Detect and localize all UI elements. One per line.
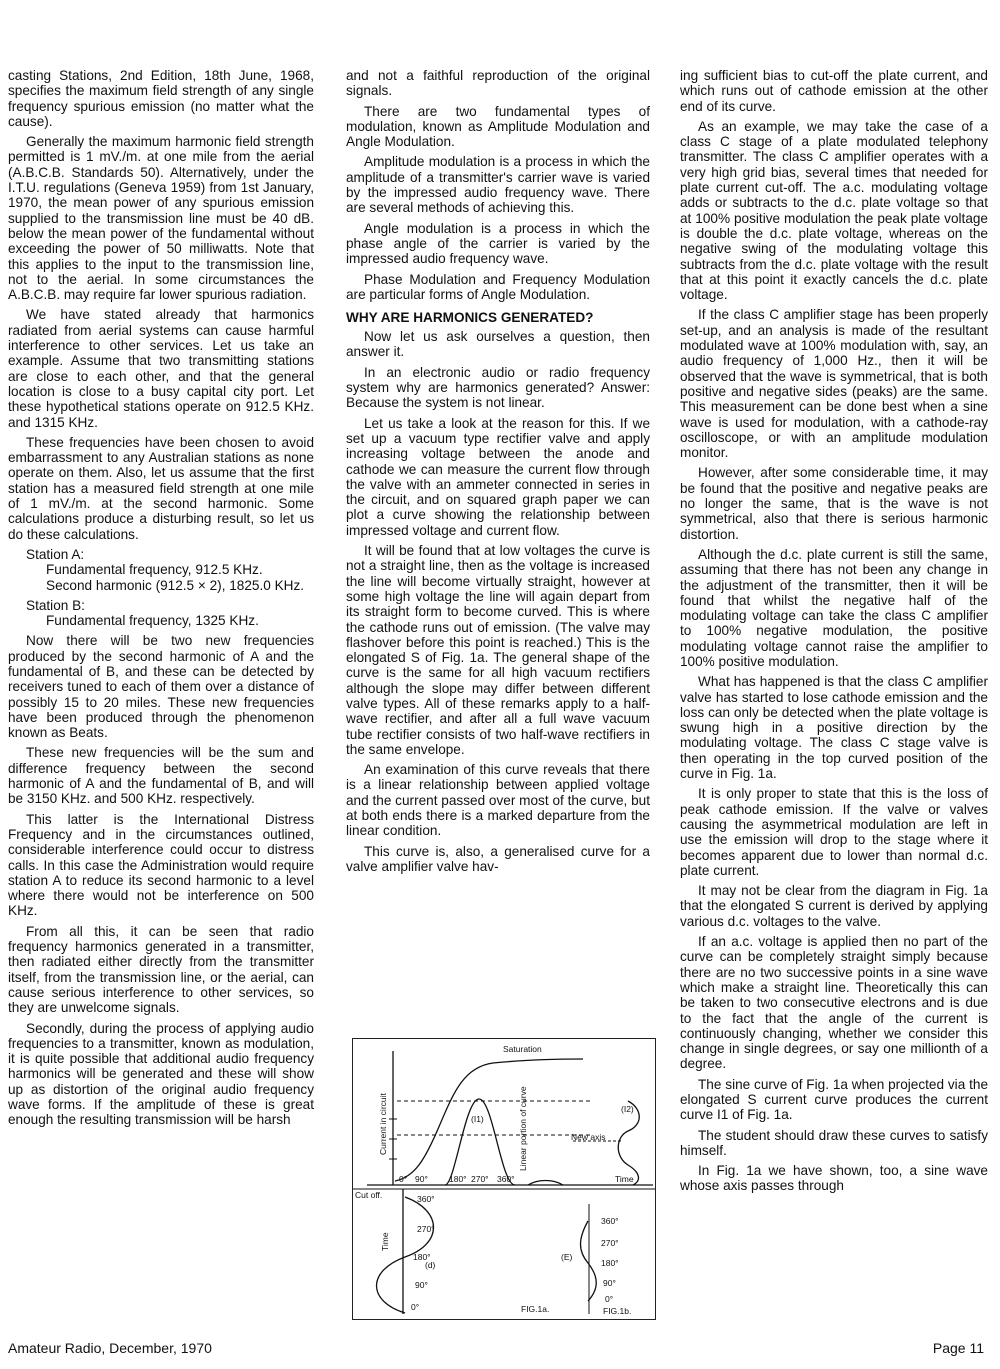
paragraph: casting Stations, 2nd Edition, 18th June, 1968, specifies the maximum field strength of any single frequency spurious emission (no matter what the cause).	[8, 68, 314, 129]
station-a-line-2: Second harmonic (912.5 × 2), 1825.0 KHz.	[46, 577, 305, 593]
station-b-heading: Station B:	[26, 597, 85, 613]
rtick-90: 90°	[603, 1278, 616, 1288]
s-curve	[395, 1059, 583, 1181]
current-curve-i1	[445, 1099, 515, 1185]
section-heading: WHY ARE HARMONICS GENERATED?	[346, 310, 594, 326]
paragraph: This latter is the International Distress Frequency and in the circumstances outlined, considerable interference could occur to distress calls. In this case the Administration would require station A to reduce its second harmonic to a level where there would not be interference on 500 KHz.	[8, 811, 314, 919]
column-1	[8, 68, 314, 1133]
paragraph: It may not be clear from the diagram in Fig. 1a that the elongated S current is derived by applying various d.c. voltages to the valve.	[680, 883, 988, 929]
paragraph: The student should draw these curves to satisfy himself.	[680, 1127, 988, 1158]
paragraph: An examination of this curve reveals that there is a linear relationship between applied voltage and the current passed over most of the curve, but at both ends there is a marked departure from the linear condition.	[346, 762, 650, 839]
i1-label: (I1)	[471, 1114, 484, 1124]
tick-360: 360°	[497, 1174, 515, 1184]
rtick-180: 180°	[601, 1258, 619, 1268]
time-vertical-label: Time	[380, 1232, 390, 1251]
paragraph: What has happened is that the class C amplifier valve has started to lose cathode emission and the loss can only be detected when the plate voltage is swung high in a positive direction by the modulating voltage. The class C stage valve is then operating in the top curved position of the curve in Fig. 1a.	[680, 674, 988, 782]
paragraph: We have stated already that harmonics radiated from aerial systems can cause harmful interference to other services. Let us take an example. Assume that two transmitting stations are close to each other, and that the general location is close to a busy capital city port. Let these hypothetical stations operate on 912.5 KHz. and 1315 KHz.	[8, 307, 314, 430]
footer-page-number: Page 11	[932, 1340, 984, 1356]
paragraph: If the class C amplifier stage has been properly set-up, and an analysis is made of the resultant modulated wave at 100% modulation with, say, an audio frequency of 1,000 Hz., then it will be observed that the wave is symmetrical, that is both positive and negative sides (peaks) are the same. This measurement can be done best when a sine wave is used for modulation, with a cathode-ray oscilloscope, or with an amplitude modulation monitor.	[680, 307, 988, 461]
paragraph: In an electronic audio or radio frequency system why are harmonics generated? Answer: Because the system is not linear.	[346, 364, 650, 411]
paragraph: and not a faithful reproduction of the original signals.	[346, 68, 650, 99]
i2-label: (I2)	[621, 1104, 634, 1114]
time-axis-wave	[528, 1181, 563, 1186]
paragraph: Phase Modulation and Frequency Modulation are particular forms of Angle Modulation.	[346, 271, 650, 302]
tick-270: 270°	[471, 1174, 489, 1184]
e-label: (E)	[561, 1252, 573, 1262]
rtick-0: 0°	[605, 1294, 614, 1304]
station-a-heading: Station A:	[26, 546, 85, 562]
paragraph: Angle modulation is a process in which the phase angle of the carrier is varied by the impressed audio frequency wave.	[346, 220, 650, 267]
column-2	[346, 68, 650, 879]
paragraph: Now let us ask ourselves a question, then answer it.	[346, 329, 650, 360]
paragraph: In Fig. 1a we have shown, too, a sine wave whose axis passes through	[680, 1163, 988, 1194]
paragraph: If an a.c. voltage is applied then no part of the curve can be completely straight simply because there are no two successive points in a sine wave which make a straight line. Theoretically this can be taken to two consecutive electrons and is due to the fact that the angle of the current is continuously changing, whether we consider this change in single degrees, or say one millionth of a degree.	[680, 934, 988, 1072]
paragraph: It will be found that at low voltages the curve is not a straight line, then as the voltage is increased the line will become virtually straight, however at some high voltage the line will again depart from its straight form to become curved. This is where the cathode runs out of emission. (The valve may flashover before this point is reached.) This is the elongated S of Fig. 1a. The general shape of the curve is the same for all high vacuum rectifiers although the slope may differ between different valve types. All of these remarks apply to a half-wave rectifier, and after all a full wave vacuum tube rectifier consists of two half-wave rectifiers in the same envelope.	[346, 543, 650, 757]
figure-1	[352, 1038, 656, 1320]
tick-0: 0°	[399, 1174, 408, 1184]
paragraph: Amplitude modulation is a process in which the amplitude of a transmitter's carrier wave is varied by the impressed audio frequency wave. There are several methods of achieving this.	[346, 154, 650, 216]
vtick-270: 270°	[417, 1224, 435, 1234]
time-label: Time	[615, 1174, 634, 1184]
station-b-line-1: Fundamental frequency, 1325 KHz.	[46, 613, 259, 629]
current-axis-label: Current in circuit	[378, 1093, 388, 1155]
rtick-360: 360°	[601, 1216, 619, 1226]
paragraph: As an example, we may take the case of a class C stage of a plate modulated telephony transmitter. The class C amplifier operates with a very high grid bias, several times that needed for plate current cut-off. The a.c. modulating voltage adds or subtracts to the d.c. plate voltage so that at 100% positive modulation the peak plate voltage is double the d.c. plate voltage, whereas on the negative swing of the modulating voltage this subtracts from the d.c. plate voltage with the result that at this point it exactly cancels the d.c. plate voltage.	[680, 118, 988, 303]
paragraph: Generally the maximum harmonic field strength permitted is 1 mV./m. at one mile from the aerial (A.B.C.B. Standards 50). Alternatively, under the I.T.U. regulations (Geneva 1959) from 1st January, 1970, the mean power of any spurious emission supplied to the transmission line must be 40 dB. below the mean power of the fundamental without exceeding the power of 50 milliwatts. Note that this applies to the input to the transmission line, not to the aerial. In some circumstances the A.B.C.B. may require far lower spurious radiation.	[8, 134, 314, 303]
linear-portion-label: Linear portion of curve	[518, 1086, 528, 1171]
paragraph: These new frequencies will be the sum and difference frequency between the second harmonic of A and the fundamental of B, and will be 3150 KHz. and 500 KHz. respectively.	[8, 745, 314, 807]
paragraph: Although the d.c. plate current is still the same, assuming that there has not been any change in the adjustment of the transmitter, then it will be found that whilst the negative half of the modulating voltage can take the class C amplifier to 100% negative modulation, the positive modulating voltage cannot raise the amplifier to 100% positive modulation.	[680, 546, 988, 669]
rtick-270: 270°	[601, 1238, 619, 1248]
paragraph: Let us take a look at the reason for this. If we set up a vacuum type rectifier valve and apply increasing voltage between the anode and cathode we can measure the current flow through the valve with an ammeter connected in series in the circuit, and on squared graph paper we can plot a curve showing the relationship between impressed voltage and current flow.	[346, 415, 650, 538]
sine-wave-e	[581, 1221, 597, 1301]
vtick-360: 360°	[417, 1194, 435, 1204]
vtick-0: 0°	[411, 1302, 420, 1312]
column-3	[680, 68, 988, 1199]
paragraph: Now there will be two new frequencies produced by the second harmonic of A and the fundamental of B, and these can be detected by receivers tuned to each of them over a distance of possibly 15 to 20 miles. These new frequencies have been produced through the phenomenon known as Beats.	[8, 633, 314, 741]
fig-1b-label: FIG.1b.	[603, 1306, 632, 1316]
tick-180: 180°	[449, 1174, 467, 1184]
paragraph: These frequencies have been chosen to avoid embarrassment to any Australian stations as none operate on them. Also, let us assume that the first station has a measured field strength at one mile of 1 mV./m. at the second harmonic. Some calculations produce a disturbing result, so let us do these calculations.	[8, 434, 314, 542]
paragraph: There are two fundamental types of modulation, known as Amplitude Modulation and Angle Modulation.	[346, 103, 650, 150]
saturation-label: Saturation	[503, 1044, 542, 1054]
cutoff-label: Cut off.	[355, 1190, 383, 1200]
station-a-line-1: Fundamental frequency, 912.5 KHz.	[46, 562, 263, 578]
new-axis-label: New axis	[571, 1132, 606, 1142]
fig-1a-label: FIG.1a.	[521, 1304, 550, 1314]
paragraph: This curve is, also, a generalised curve for a valve amplifier valve hav-	[346, 843, 650, 874]
footer-publication: Amateur Radio, December, 1970	[8, 1340, 212, 1356]
paragraph: It is only proper to state that this is the loss of peak cathode emission. If the valve or valves causing the asymmetrical modulation are left in use the emission will drop to the stage where it becomes apparent due to lower than normal d.c. plate current.	[680, 786, 988, 878]
paragraph: From all this, it can be seen that radio frequency harmonics generated in a transmitter, then radiated either directly from the transmitter itself, from the transmission line, or the aerial, can cause serious interference to other services, so they are unwelcome signals.	[8, 923, 314, 1016]
vtick-180: 180°	[413, 1252, 431, 1262]
paragraph: Secondly, during the process of applying audio frequencies to a transmitter, known as modulation, it is quite possible that additional audio frequency harmonics will be generated and these will show up as distortion of the original audio frequency wave forms. If the amplitude of these is great enough the resulting transmission will be harsh	[8, 1020, 314, 1128]
paragraph: The sine curve of Fig. 1a when projected via the elongated S current curve produces the current curve I1 of Fig. 1a.	[680, 1076, 988, 1123]
paragraph: However, after some considerable time, it may be found that the positive and negative peaks are no longer the same, that is the wave is not symmetrical, also that there is serious harmonic distortion.	[680, 465, 988, 542]
paragraph: ing sufficient bias to cut-off the plate current, and which runs out of cathode emission at the other end of its curve.	[680, 68, 988, 114]
tick-90: 90°	[415, 1174, 428, 1184]
d-label: (d)	[425, 1260, 436, 1270]
vtick-90: 90°	[415, 1280, 428, 1290]
